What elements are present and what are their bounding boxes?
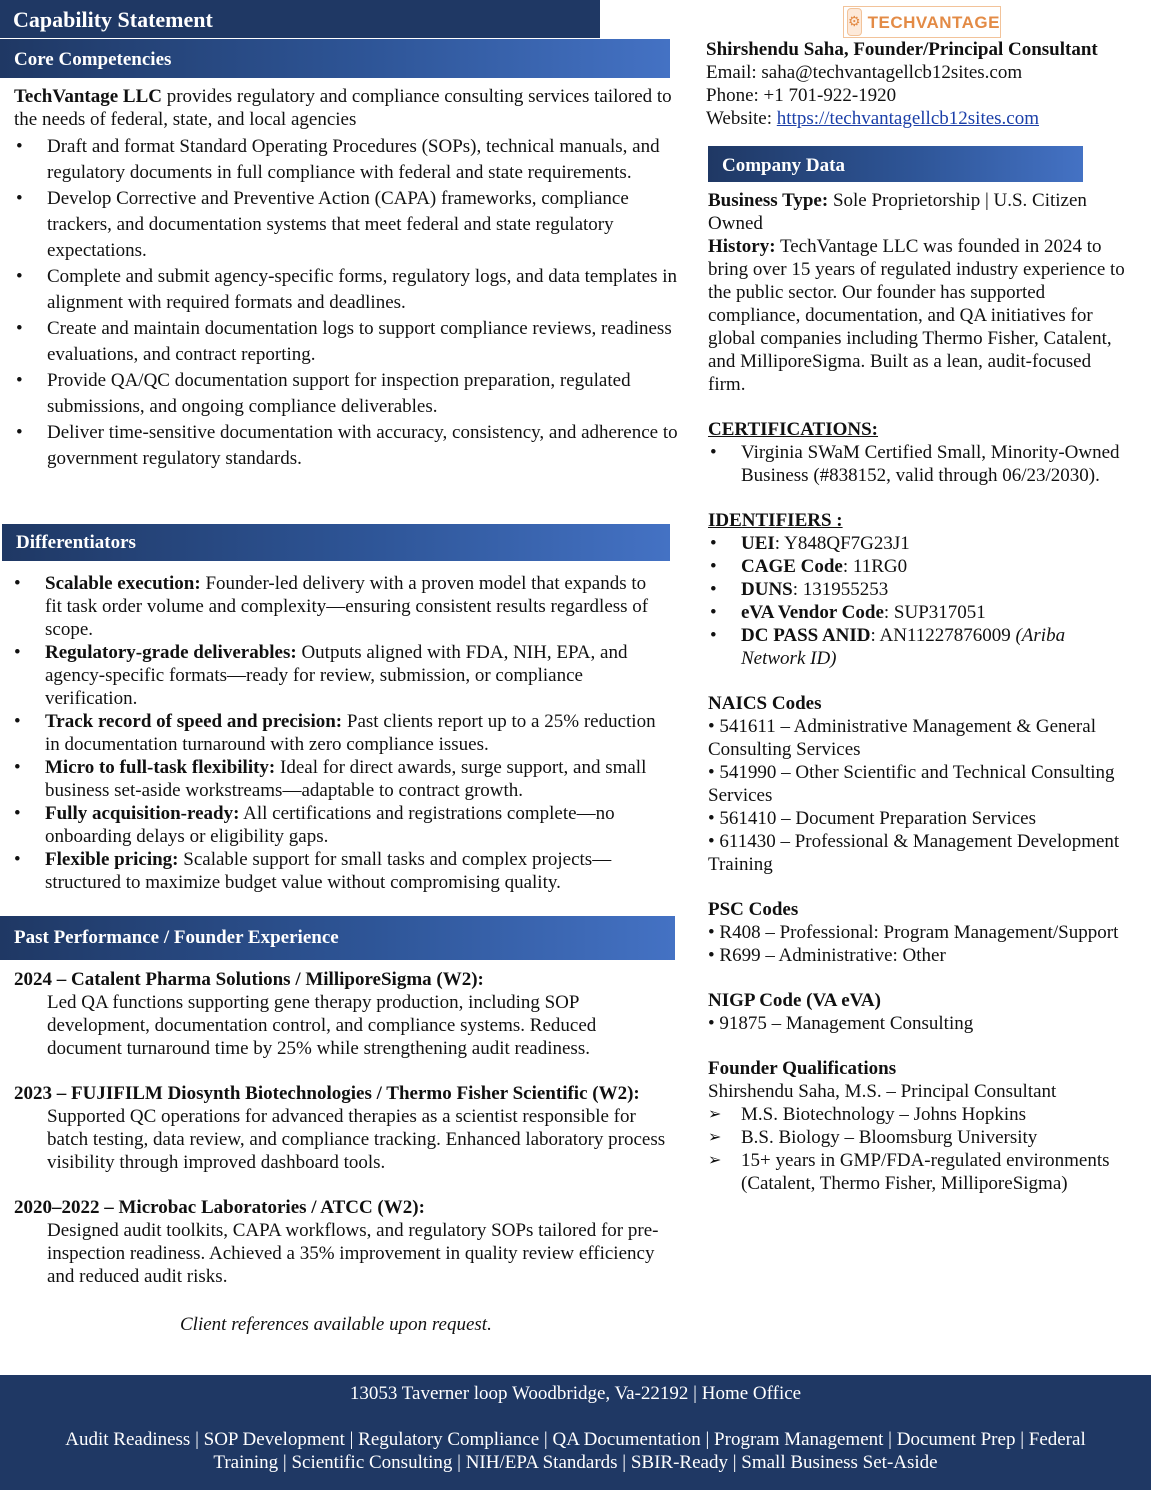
list-item bbox=[708, 601, 1133, 624]
list-item: • Develop Corrective and Preventive Action (CAPA) frameworks, compliance trackers, and documentation systems that meet federal and state regulatory expectations. bbox=[14, 186, 689, 264]
list-item: • Complete and submit agency-specific forms, regulatory logs, and data templates in alignment with required formats and deadlines. bbox=[14, 264, 689, 316]
psc-code: • R408 – Professional: Program Management/Support bbox=[708, 922, 1119, 943]
company-logo bbox=[843, 6, 1001, 38]
item-label: Fully acquisition-ready: bbox=[45, 803, 240, 824]
identifiers-list bbox=[708, 532, 1133, 670]
item-label: Micro to full-task flexibility: bbox=[45, 757, 276, 778]
contact-phone: Phone: +1 701-922-1920 bbox=[706, 85, 897, 106]
item-label: Flexible pricing: bbox=[45, 849, 179, 870]
item-text: Ideal for direct awards, surge support, and small business set-aside workstreams—adaptable to contract growth. bbox=[45, 757, 647, 801]
entry-title: 2023 – FUJIFILM Diosynth Biotechnologies / Thermo Fisher Scientific (W2): bbox=[14, 1083, 640, 1104]
logo-icon: ⚙ bbox=[847, 8, 862, 36]
list-item: • Create and maintain documentation logs to support compliance reviews, readiness evaluations, and contract reporting. bbox=[14, 316, 689, 368]
company-data-header: Company Data bbox=[708, 146, 1083, 182]
founder-qualifications-header: Founder Qualifications bbox=[708, 1058, 897, 1079]
core-intro bbox=[14, 85, 689, 131]
experience-entry bbox=[14, 1082, 674, 1174]
past-performance-section bbox=[14, 968, 674, 1288]
item-label: Track record of speed and precision: bbox=[45, 711, 343, 732]
naics-code: • 611430 – Professional & Management Development Training bbox=[708, 831, 1120, 875]
list-item bbox=[12, 710, 662, 756]
identifiers-header: IDENTIFIERS : bbox=[708, 510, 843, 531]
list-item bbox=[12, 848, 662, 894]
item-text: Founder-led delivery with a proven model that expands to fit task order volume and complexity—ensuring consistent results regardless of scope. bbox=[45, 573, 649, 640]
company-name: TechVantage LLC bbox=[14, 86, 162, 107]
history-label: History: bbox=[708, 236, 776, 257]
history-text: TechVantage LLC was founded in 2024 to bring over 15 years of regulated industry experience to the public sector. Our founder has supported compliance, documentation, and QA initiatives for global companies including Thermo Fisher, Catalent, and MilliporeSigma. Built as a lean, audit-focused firm. bbox=[708, 236, 1125, 395]
list-item: • Draft and format Standard Operating Procedures (SOPs), technical manuals, and regulatory documents in full compliance with federal and state requirements. bbox=[14, 134, 689, 186]
contact-email: Email: saha@techvantagellcb12sites.com bbox=[706, 62, 1023, 83]
list-item bbox=[708, 532, 1133, 555]
business-type bbox=[708, 189, 1133, 235]
website-label: Website: bbox=[706, 108, 777, 129]
page-title: Capability Statement bbox=[0, 0, 600, 38]
website-link[interactable]: https://techvantagellcb12sites.com bbox=[776, 108, 1040, 129]
item-text: All certifications and registrations complete—no onboarding delays or eligibility gaps. bbox=[45, 803, 615, 847]
differentiators-header: Differentiators bbox=[2, 524, 670, 561]
business-type-value: Sole Proprietorship | U.S. Citizen Owned bbox=[708, 190, 1087, 234]
item-text: Past clients report up to a 25% reduction in documentation turnaround with zero compliance issues. bbox=[45, 711, 656, 755]
nigp-code: • 91875 – Management Consulting bbox=[708, 1013, 974, 1034]
list-item bbox=[12, 756, 662, 802]
footer-address: 13053 Taverner loop Woodbridge, Va-22192 | Home Office bbox=[349, 1383, 802, 1404]
identifier-value: : 131955253 bbox=[792, 579, 889, 600]
logo-text: TECHVANTAGE bbox=[867, 12, 1000, 32]
identifier-note: (Ariba Network ID) bbox=[741, 625, 1066, 669]
list-item: ➢ M.S. Biotechnology – Johns Hopkins bbox=[708, 1103, 1133, 1126]
entry-body: Supported QC operations for advanced therapies as a scientist responsible for batch testing, data review, and compliance tracking. Enhanced laboratory process visibility through improved dashboard tools. bbox=[47, 1106, 666, 1173]
founder-qualifications-intro: Shirshendu Saha, M.S. – Principal Consultant bbox=[708, 1081, 1057, 1102]
contact-name: Shirshendu Saha, Founder/Principal Consultant bbox=[706, 39, 1098, 60]
list-item: • Provide QA/QC documentation support for inspection preparation, regulated submissions, and ongoing compliance deliverables. bbox=[14, 368, 689, 420]
identifier-label: DUNS bbox=[741, 579, 793, 600]
identifier-label: UEI bbox=[741, 533, 775, 554]
references-note: Client references available upon request. bbox=[180, 1314, 492, 1335]
item-text: Scalable support for small tasks and complex projects—structured to maximize budget value without compromising quality. bbox=[45, 849, 612, 893]
naics-code: • 541611 – Administrative Management & General Consulting Services bbox=[708, 716, 1096, 760]
identifier-value: : Y848QF7G23J1 bbox=[774, 533, 910, 554]
experience-entry bbox=[14, 968, 674, 1060]
naics-header: NAICS Codes bbox=[708, 693, 822, 714]
item-text: Outputs aligned with FDA, NIH, EPA, and agency-specific formats—ready for review, submission, or compliance verification. bbox=[45, 642, 628, 709]
footer-services: Audit Readiness | SOP Development | Regulatory Compliance | QA Documentation | Program Management | Document Prep | Federal Training | Scientific Consulting | NIH/EPA Standards | SBIR-Ready | Small Business Set-Aside bbox=[65, 1429, 1086, 1473]
list-item bbox=[708, 624, 1133, 670]
identifier-label: CAGE Code bbox=[741, 556, 843, 577]
list-item bbox=[708, 555, 1133, 578]
item-label: Scalable execution: bbox=[45, 573, 201, 594]
psc-code: • R699 – Administrative: Other bbox=[708, 945, 946, 966]
core-competencies-header: Core Competencies bbox=[0, 39, 670, 78]
founder-qualifications-list bbox=[708, 1103, 1133, 1195]
list-item: • Virginia SWaM Certified Small, Minority-Owned Business (#838152, valid through 06/23/2030). bbox=[708, 441, 1133, 487]
list-item: ➢ B.S. Biology – Bloomsburg University bbox=[708, 1126, 1133, 1149]
certifications-header: CERTIFICATIONS: bbox=[708, 419, 879, 440]
experience-entry bbox=[14, 1196, 674, 1288]
differentiators-section bbox=[12, 572, 662, 894]
contact-website-row bbox=[706, 107, 1146, 130]
list-item bbox=[708, 578, 1133, 601]
past-performance-header: Past Performance / Founder Experience bbox=[0, 916, 675, 960]
list-item: ➢ 15+ years in GMP/FDA-regulated environments (Catalent, Thermo Fisher, MilliporeSigma) bbox=[708, 1149, 1133, 1195]
identifier-value: : SUP317051 bbox=[883, 602, 986, 623]
psc-header: PSC Codes bbox=[708, 899, 799, 920]
identifier-label: DC PASS ANID bbox=[741, 625, 871, 646]
list-item: • Deliver time-sensitive documentation with accuracy, consistency, and adherence to government regulatory standards. bbox=[14, 420, 689, 472]
list-item bbox=[12, 641, 662, 710]
core-list bbox=[14, 134, 689, 472]
list-item bbox=[12, 802, 662, 848]
business-type-label: Business Type: bbox=[708, 190, 829, 211]
entry-title: 2024 – Catalent Pharma Solutions / MilliporeSigma (W2): bbox=[14, 969, 484, 990]
entry-body: Designed audit toolkits, CAPA workflows, and regulatory SOPs tailored for pre-inspection readiness. Achieved a 35% improvement in quality review efficiency and reduced audit risks. bbox=[47, 1220, 659, 1287]
identifier-value: : 11RG0 bbox=[842, 556, 908, 577]
identifier-value: : AN11227876009 bbox=[870, 625, 1016, 646]
item-label: Regulatory-grade deliverables: bbox=[45, 642, 297, 663]
naics-code: • 561410 – Document Preparation Services bbox=[708, 808, 1036, 829]
company-data-section bbox=[708, 189, 1133, 1195]
footer bbox=[0, 1375, 1151, 1490]
entry-title: 2020–2022 – Microbac Laboratories / ATCC (W2): bbox=[14, 1197, 425, 1218]
differentiators-list bbox=[12, 572, 662, 894]
core-intro-text: provides regulatory and compliance consulting services tailored to the needs of federal, state, and local agencies bbox=[14, 86, 672, 130]
company-history bbox=[708, 235, 1133, 396]
certifications-list bbox=[708, 441, 1133, 487]
identifier-label: eVA Vendor Code bbox=[741, 602, 884, 623]
nigp-header: NIGP Code (VA eVA) bbox=[708, 990, 881, 1011]
entry-body: Led QA functions supporting gene therapy production, including SOP development, documentation control, and compliance systems. Reduced document turnaround time by 25% while strengthening audit readiness. bbox=[47, 992, 597, 1059]
list-item bbox=[12, 572, 662, 641]
contact-block bbox=[706, 38, 1146, 130]
core-competencies-section bbox=[14, 85, 689, 472]
naics-code: • 541990 – Other Scientific and Technical Consulting Services bbox=[708, 762, 1115, 806]
